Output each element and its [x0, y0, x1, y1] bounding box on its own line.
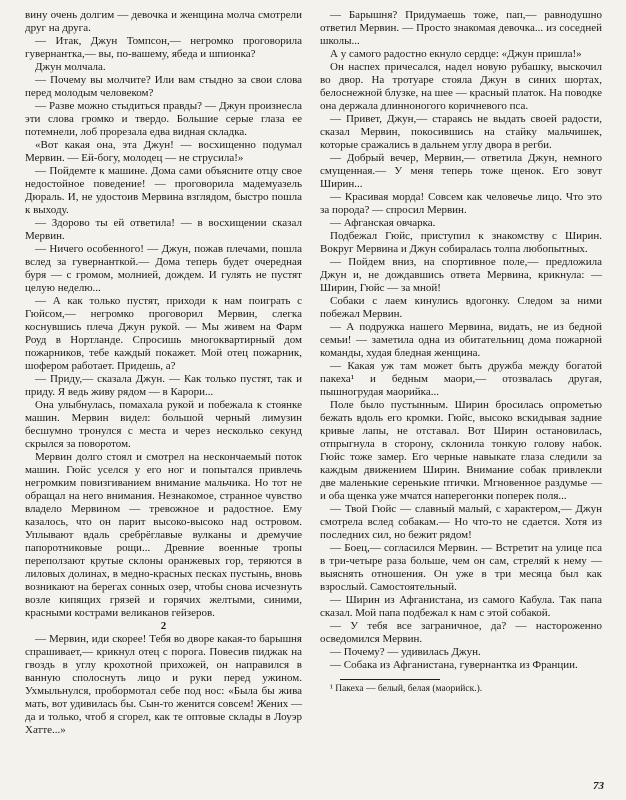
- footnote-rule: [340, 679, 440, 680]
- paragraph: Мервин долго стоял и смотрел на нескончаемый поток машин. Гюйс уселся у его ног и попытался привлечь негромким повизгиванием внимание мальчика. Но тот не обращал на него внимания. Незнакомое, странное чувство владело Мервином — тревожное и радостное. Ему казалось, что он парит высоко-высоко над островом. Уплывают вдаль сребрёглавые вулканы и дремучие папоротниковые рощи... Древние военные тропы переползают крутые склоны оранжевых гор, теряются в лиловых долинах, в медно-красных песках пустынь, вновь возникают на берегах сонных озер, чтобы снова исчезнуть возле кипящих грязей и горячих желтыми, синими, красными кострами великанов гейзеров.: [25, 451, 302, 619]
- paragraph: Собаки с лаем кинулись вдогонку. Следом за ними побежал Мервин.: [320, 295, 602, 320]
- paragraph: — Красивая морда! Совсем как человечье лицо. Что это за порода? — спросил Мервин.: [320, 191, 602, 216]
- paragraph: — Почему? — удивилась Джун.: [330, 646, 481, 658]
- page-number: 73: [593, 780, 604, 792]
- paragraph: — Ничего особенного! — Джун, пожав плечами, пошла вслед за гувернанткой.— Дома теперь будет очередная буря — с громом, молнией, дождем. И гулять не пустят целую неделю...: [25, 243, 302, 294]
- paragraph: — Почему вы молчите? Или вам стыдно за свои слова перед молодым человеком?: [25, 74, 302, 99]
- left-column: [25, 9, 302, 737]
- paragraph: — Привет, Джун,— стараясь не выдать своей радости, сказал Мервин, покосившись на стайку мальчишек, которые сражались в дальнем углу двора в регби.: [320, 113, 602, 151]
- paragraph: — Добрый вечер, Мервин,— ответила Джун, немного смущенная.— У меня теперь тоже щенок. Его зовут Ширин...: [320, 152, 602, 190]
- paragraph: — Боец,— согласился Мервин. — Встретит на улице пса в три-четыре раза больше, чем он сам, стреляй к нему — выяснять отношения. Он уже в три месяца был как взрослый. Самостоятельный.: [320, 542, 602, 593]
- paragraph: — Итак, Джун Томпсон,— негромко проговорила гувернантка,— вы, по-вашему, ябеда и шпионка?: [25, 35, 302, 60]
- paragraph: — Пойдемте к машине. Дома сами объясните отцу свое недостойное поведение! — проговорила мадемуазель Дюраль. И, не удостоив Мервина взглядом, быстро пошла к выходу.: [25, 165, 302, 216]
- paragraph: — Ширин из Афганистана, из самого Кабула. Так папа сказал. Мой папа подбежал к нам с этой собакой.: [320, 594, 602, 619]
- paragraph: — Твой Гюйс — славный малый, с характером,— Джун смотрела вслед собакам.— Но что-то не сдается. Хотя из последних сил, но бежит рядом!: [320, 503, 602, 541]
- paragraph: — Здорово ты ей ответила! — в восхищении сказал Мервин.: [25, 217, 302, 242]
- footnote: ¹ Пакеха — белый, белая (маорийск.).: [330, 684, 483, 694]
- paragraph: «Вот какая она, эта Джун! — восхищенно подумал Мервин. — Ей-богу, молодец — не струсила!»: [25, 139, 302, 164]
- paragraph: вину очень долгим — девочка и женщина молча смотрели друг на друга.: [25, 9, 302, 34]
- paragraph: — У тебя все заграничное, да? — настороженно осведомился Мервин.: [320, 620, 602, 645]
- paragraph: — Какая уж там может быть дружба между богатой пакеха¹ и бедным маори,— отозвалась другая, пышногрудая маорийка...: [320, 360, 602, 398]
- paragraph: — Мервин, иди скорее! Тебя во дворе какая-то барышня спрашивает,— крикнул отец с порога. Повесив пиджак на гвоздь в углу крохотной прихожей, он направился в ванную сполоснуть лицо и руки перед ужином. Ухмыльнулся, пробормотал себе под нос: «Была бы жива мать, вот удивилась бы. Сын-то женится совсем! Жених — да и только, чтоб я сгорел, как те оптовые склады в Лоуэр Хатте...»: [25, 633, 302, 736]
- paragraph: — Приду,— сказала Джун. — Как только пустят, так и приду. Я ведь живу рядом — в Карори...: [25, 373, 302, 398]
- paragraph: — А как только пустят, приходи к нам поиграть с Гюйсом,— негромко проговорил Мервин, слегка коснувшись плеча Джун рукой. — Мы живем на Фарм Роуд в Нортланде. Спросишь многоквартирный дом пожарников, тебе каждый покажет. Мой отец пожарник, шофером работает. Придешь, а?: [25, 295, 302, 372]
- paragraph: Джун молчала.: [35, 61, 106, 73]
- paragraph: А у самого радостно екнуло сердце: «Джун пришла!»: [330, 48, 582, 60]
- paragraph: — Афганская овчарка.: [330, 217, 436, 229]
- section-number: 2: [160, 620, 167, 632]
- paragraph: Он наспех причесался, надел новую рубашку, выскочил во двор. На тротуаре стояла Джун в синих шортах, белоснежной блузке, на шее — красный платок. На поводке она держала длинноногого коричневого пса.: [320, 61, 602, 112]
- paragraph: — А подружка нашего Мервина, видать, не из бедной семьи! — заметила одна из обитательниц дома пожарной команды, худая бледная женщина.: [320, 321, 602, 359]
- right-column: [320, 9, 602, 695]
- paragraph: Поле было пустынным. Ширин бросилась опрометью бежать вдоль его кромки. Гюйс, высоко вскидывая задние кривые лапы, не отставал. Вот Ширин остановилась, отпрыгнула в сторону, склонила тонкую голову набок. Гюйс тоже замер. Его черные навыкате глаза следили за каждым движением Ширин. Внимание собак привлекли две маленькие серенькие птички. Мгновенное раздумье — и оба щенка уже мчатся наперегонки поперек поля...: [320, 399, 602, 502]
- paragraph: Подбежал Гюйс, приступил к знакомству с Ширин. Вокруг Мервина и Джун собиралась толпа любопытных.: [320, 230, 602, 255]
- paragraph: — Барышня? Придумаешь тоже, пап,— равнодушно ответил Мервин. — Просто знакомая девочка... из соседней школы...: [320, 9, 602, 47]
- paragraph: — Разве можно стыдиться правды? — Джун произнесла эти слова громко и твердо. Большие серые глаза ее потемнели, лоб прорезала едва видная складка.: [25, 100, 302, 138]
- paragraph: — Собака из Афганистана, гувернантка из Франции.: [330, 659, 578, 671]
- paragraph: Она улыбнулась, помахала рукой и побежала к стоянке машин. Мервин видел: большой черный лимузин бесшумно тронулся с места и через несколько секунд скрылся за поворотом.: [25, 399, 302, 450]
- paragraph: — Пойдем вниз, на спортивное поле,— предложила Джун и, не дождавшись ответа Мервина, крикнула: — Ширин, Гюйс — за мной!: [320, 256, 602, 294]
